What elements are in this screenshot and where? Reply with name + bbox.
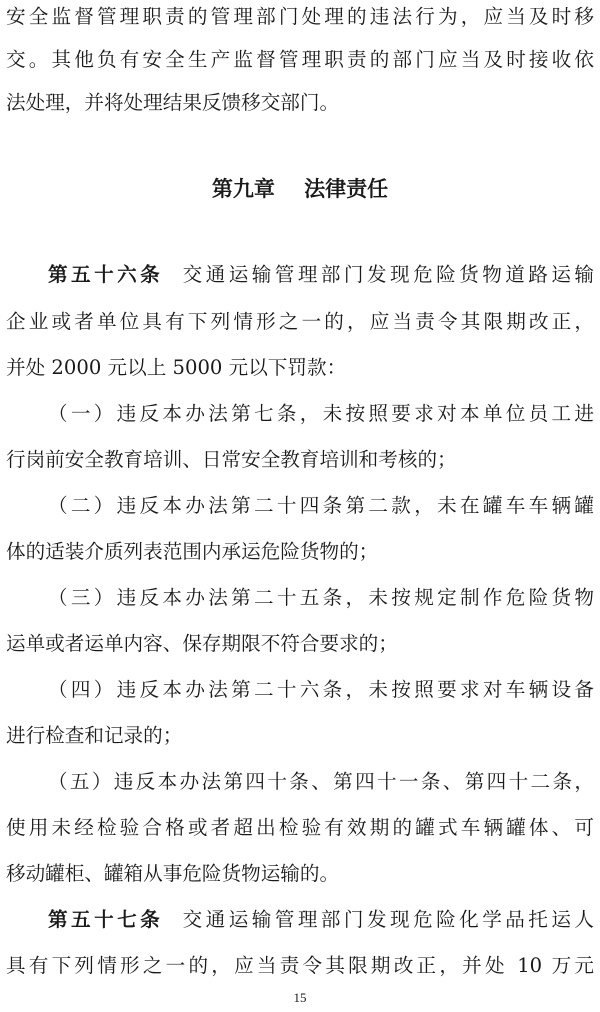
list-item-3: （三）违反本办法第二十五条，未按规定制作危险货物 [48,586,594,609]
article-57-heading: 第五十七条 [48,908,164,931]
chapter-title: 第九章 法律责任 [211,177,389,201]
page-number: 15 [293,990,307,1005]
list-item-4: （四）违反本办法第二十六条，未按照要求对车辆设备 [48,678,594,701]
article-56-first-line [48,262,594,288]
list-item-1: （一）违反本办法第七条，未按照要求对本单位员工进 [48,402,594,425]
article-57-text: 交通运输管理部门发现危险化学品托运人 [182,908,594,931]
article-56-text: 交通运输管理部门发现危险货物道路运输 [182,263,594,286]
list-item-5-continued: 使用未经检验合格或者超出检验有效期的罐式车辆罐体、可 [6,816,594,839]
paragraph-line: 并处 2000 元以上 5000 元以下罚款： [6,356,347,379]
list-item-2-continued: 体的适装介质列表范围内承运危险货物的； [6,540,379,563]
paragraph-line: 交。其他负有安全生产监督管理职责的部门应当及时接收依 [6,48,594,71]
article-57-first-line [48,907,594,933]
list-item-2: （二）违反本办法第二十四条第二款，未在罐车车辆罐 [48,494,594,517]
list-item-1-continued: 行岗前安全教育培训、日常安全教育培训和考核的； [6,448,457,471]
paragraph-line: 法处理，并将处理结果反馈移交部门。 [6,91,340,114]
list-item-5: （五）违反本办法第四十条、第四十一条、第四十二条， [48,770,594,793]
paragraph-line: 企业或者单位具有下列情形之一的，应当责令其限期改正， [6,310,594,333]
list-item-5-continued: 移动罐柜、罐箱从事危险货物运输的。 [6,862,340,885]
article-56-heading: 第五十六条 [48,263,164,286]
list-item-4-continued: 进行检查和记录的； [6,724,183,747]
paragraph-line: 安全监督管理职责的管理部门处理的违法行为，应当及时移 [6,5,594,28]
paragraph-line: 具有下列情形之一的，应当责令其限期改正，并处 10 万元 [6,954,594,977]
list-item-3-continued: 运单或者运单内容、保存期限不符合要求的； [6,632,398,655]
